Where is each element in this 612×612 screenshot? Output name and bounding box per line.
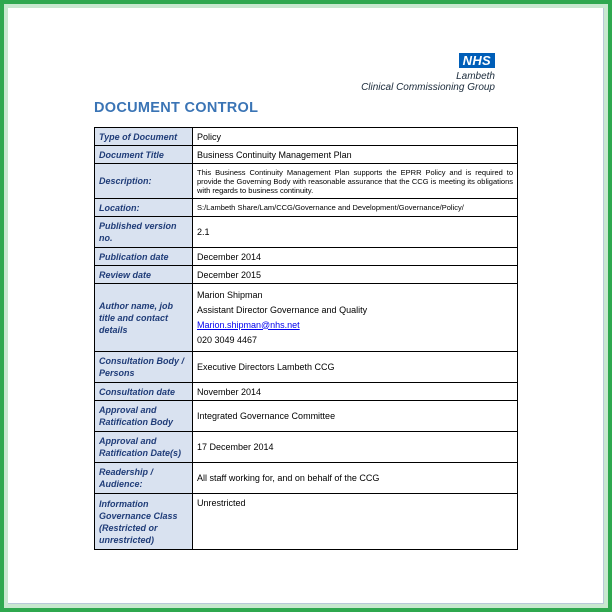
row-value: Integrated Governance Committee	[193, 401, 518, 432]
nhs-logo	[361, 52, 495, 94]
author-job-title: Assistant Director Governance and Quality	[197, 304, 368, 315]
row-label: Approval and Ratification Body	[95, 401, 193, 432]
row-label: Publication date	[95, 248, 193, 266]
logo-ccg: Clinical Commissioning Group	[361, 82, 495, 93]
table-row	[95, 383, 518, 401]
table-row	[95, 128, 518, 146]
row-value: 2.1	[193, 217, 518, 248]
page-title: DOCUMENT CONTROL	[94, 100, 259, 116]
author-details	[193, 284, 518, 352]
author-name: Marion Shipman	[197, 289, 263, 300]
row-value: S:/Lambeth Share/Lam/CCG/Governance and Development/Governance/Policy/	[193, 199, 518, 217]
row-value: Policy	[193, 128, 518, 146]
row-label: Published version no.	[95, 217, 193, 248]
table-row	[95, 164, 518, 199]
row-value: Business Continuity Management Plan	[193, 146, 518, 164]
document-page	[8, 8, 604, 604]
row-label: Document Title	[95, 146, 193, 164]
author-phone: 020 3049 4467	[197, 334, 258, 345]
row-value: All staff working for, and on behalf of the CCG	[193, 463, 518, 494]
table-row	[95, 199, 518, 217]
table-row	[95, 146, 518, 164]
row-label: Consultation Body / Persons	[95, 352, 193, 383]
document-control-table	[94, 127, 518, 550]
table-row	[95, 217, 518, 248]
table-row	[95, 463, 518, 494]
row-value: This Business Continuity Management Plan supports the EPRR Policy and is required to provide the Governing Body with reasonable assurance that the CCG is meeting its obligations with regards to business continuity.	[193, 164, 518, 199]
row-value: November 2014	[193, 383, 518, 401]
row-label: Type of Document	[95, 128, 193, 146]
table-row	[95, 401, 518, 432]
table-row	[95, 266, 518, 284]
row-value: 17 December 2014	[193, 432, 518, 463]
table-row	[95, 352, 518, 383]
row-label: Approval and Ratification Date(s)	[95, 432, 193, 463]
row-value: December 2015	[193, 266, 518, 284]
logo-lambeth: Lambeth	[456, 71, 495, 82]
row-label: Review date	[95, 266, 193, 284]
table-row	[95, 248, 518, 266]
table-row	[95, 494, 518, 550]
row-label: Author name, job title and contact details	[95, 284, 193, 352]
nhs-logo-badge: NHS	[459, 53, 495, 68]
row-value: Executive Directors Lambeth CCG	[193, 352, 518, 383]
row-label: Information Governance Class (Restricted or unrestricted)	[95, 494, 193, 550]
row-label: Location:	[95, 199, 193, 217]
row-label: Consultation date	[95, 383, 193, 401]
row-label: Readership / Audience:	[95, 463, 193, 494]
row-value: Unrestricted	[193, 494, 518, 550]
row-value: December 2014	[193, 248, 518, 266]
table-row	[95, 432, 518, 463]
row-label: Description:	[95, 164, 193, 199]
table-row	[95, 284, 518, 352]
author-email-link[interactable]: Marion.shipman@nhs.net	[197, 319, 300, 330]
